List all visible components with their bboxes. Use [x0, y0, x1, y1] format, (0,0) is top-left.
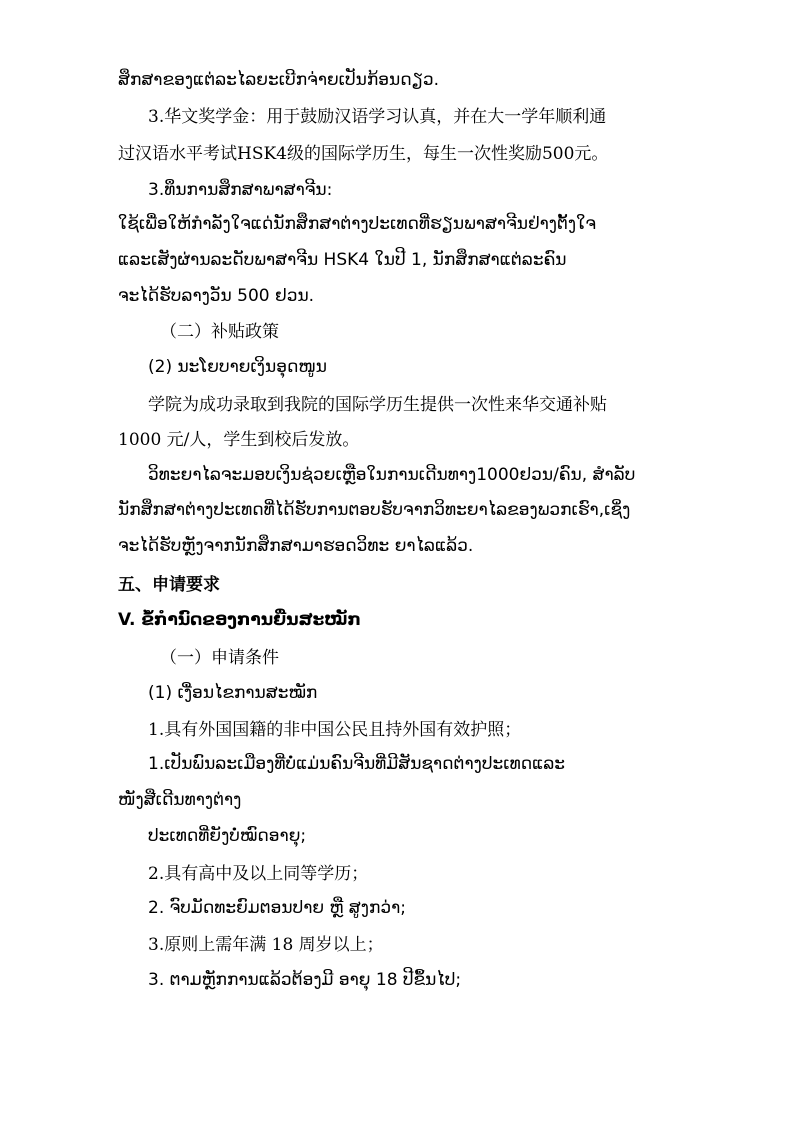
text-line: 1.ເປັນພົນລະເມືອງທີ່ບໍ່ແມ່ນຄົນຈີນທີ່ມີສັນຊາດຕ່າງປະເທດແລະ [148, 754, 566, 774]
text-line: 3.华文奖学金：用于鼓励汉语学习认真，并在大一学年顺利通 [148, 107, 607, 127]
text-line: ໜັງສືເດີນທາງຕ່າງ [118, 790, 242, 810]
text-line: ປະເທດທີ່ຍັງບໍ່ໝົດອາຍຸ; [148, 826, 307, 846]
text-line: ນັກສຶກສາຕ່າງປະເທດທີ່ໄດ້ຮັບການຕອບຮັບຈາກວິທະຍາໄລຂອງພວກເຮົາ,ເຊິ່ງ [118, 500, 631, 520]
section-subheading: (1) ເງື່ອນໄຂການສະໝັກ [148, 683, 318, 703]
section-subheading: （二）补贴政策 [160, 322, 279, 342]
text-line: 过汉语水平考试HSK4级的国际学历生，每生一次性奖励500元。 [118, 144, 609, 164]
text-line: ວິທະຍາໄລຈະມອບເງິນຊ່ວຍເຫຼືອໃນການເດີນທາງ1000ຢວນ/ຄົນ, ສຳລັບ [148, 465, 636, 485]
text-line: 3.ທຶນການສຶກສາພາສາຈີນ: [148, 180, 333, 200]
section-heading: 五、申请要求 [118, 575, 220, 595]
section-heading: V. ຂໍ້ກຳນົດຂອງການຍື່ນສະໝັກ [118, 610, 361, 630]
section-subheading: (2) ນະໂຍບາຍເງິນອຸດໜູນ [148, 357, 328, 377]
section-subheading: （一）申请条件 [160, 648, 279, 668]
text-line: 2.具有高中及以上同等学历； [148, 864, 369, 884]
text-line: ແລະເສັງຜ່ານລະດັບພາສາຈີນ HSK4 ໃນປີ 1, ນັກສຶກສາແຕ່ລະຄົນ [118, 250, 567, 270]
text-line: ໃຊ້ເພື່ອໃຫ້ກຳລັງໃຈແດ່ນັກສຶກສາຕ່າງປະເທດທີ່ຮຽນພາສາຈີນຢ່າງຕັ້ງໃຈ [118, 214, 597, 234]
text-line: 3. ຕາມຫຼັກການແລ້ວຕ້ອງມີ ອາຍຸ 18 ປີຂຶ້ນໄປ; [148, 970, 462, 990]
text-line: 1.具有外国国籍的非中国公民且持外国有效护照； [148, 720, 522, 740]
text-line: ຈະໄດ້ຮັບຫຼັງຈາກນັກສຶກສາມາຮອດວິທະ ຍາໄລແລ້ວ. [118, 536, 474, 556]
text-line: 2. ຈົບມັດທະຍົມຕອນປາຍ ຫຼື ສູງກວ່າ; [148, 898, 406, 918]
text-line: 3.原则上需年满 18 周岁以上； [148, 935, 384, 955]
text-line: 1000 元/人，学生到校后发放。 [118, 430, 360, 450]
text-line: 学院为成功录取到我院的国际学历生提供一次性来华交通补贴 [148, 395, 607, 415]
text-line: ຈະໄດ້ຮັບລາງວັນ 500 ຢວນ. [118, 286, 315, 306]
text-line: ສຶກສາຂອງແຕ່ລະໄລຍະເບີກຈ່າຍເປັນກ້ອນດຽວ. [118, 70, 440, 90]
